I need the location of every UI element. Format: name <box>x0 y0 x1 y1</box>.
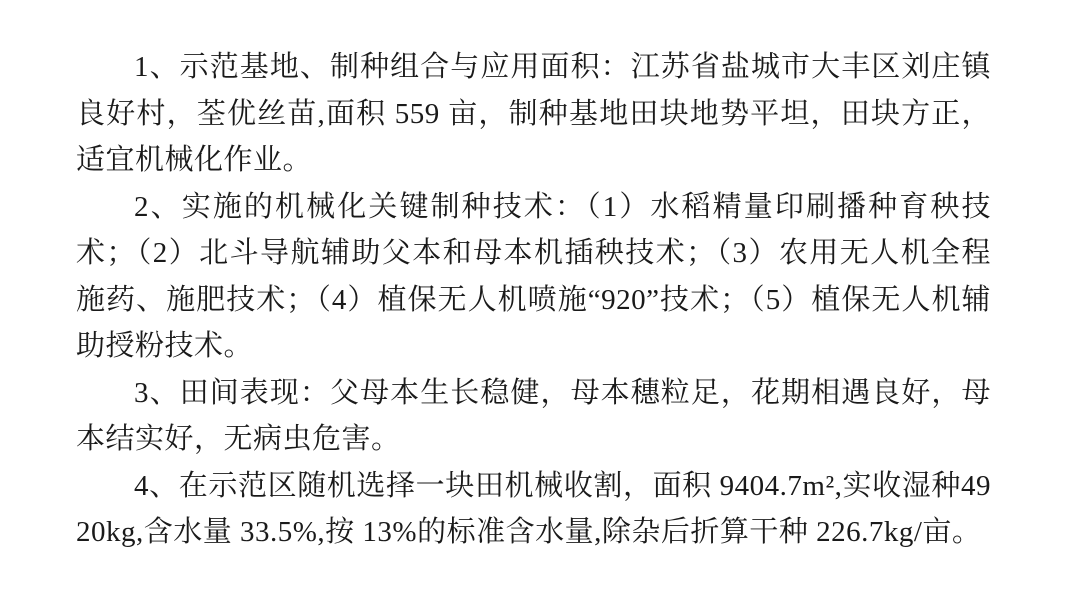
paragraph-demo-base-info: 1、示范基地、制种组合与应用面积：江苏省盐城市大丰区刘庄镇良好村，荃优丝苗,面积 559 亩，制种基地田块地势平坦，田块方正，适宜机械化作业。 <box>76 51 991 176</box>
paragraph-mechanized-techniques: 2、实施的机械化关键制种技术：（1）水稻精量印刷播种育秧技术；（2）北斗导航辅助父本和母本机插秧技术；（3）农用无人机全程施药、施肥技术；（4）植保无人机喷施“920”技术；（5）植保无人机辅助授粉技术。 <box>76 190 991 362</box>
paragraph-field-performance: 3、田间表现：父母本生长稳健，母本穗粒足，花期相遇良好，母本结实好，无病虫危害。 <box>76 376 991 455</box>
paragraph-harvest-yield: 4、在示范区随机选择一块田机械收割，面积 9404.7m²,实收湿种4920kg,含水量 33.5%,按 13%的标准含水量,除杂后折算干种 226.7kg/亩。 <box>76 469 991 548</box>
